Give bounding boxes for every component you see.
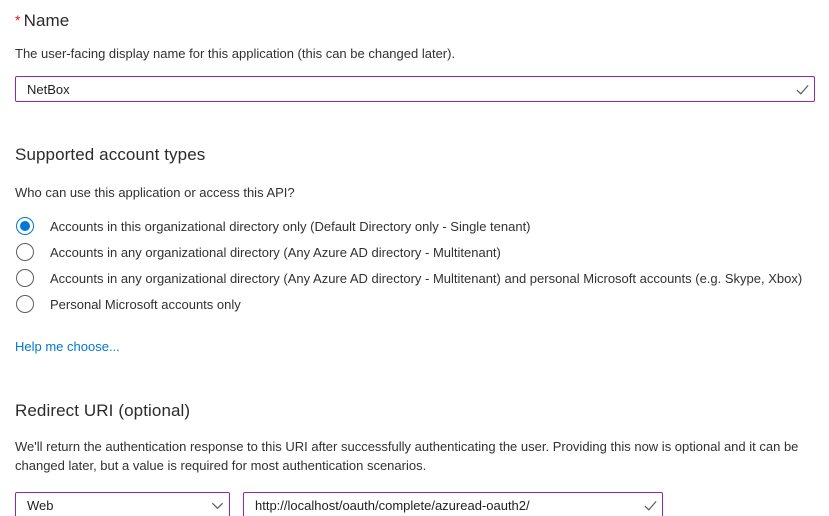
- name-input-value: NetBox: [27, 81, 70, 97]
- redirect-uri-input[interactable]: [243, 492, 663, 516]
- radio-button-icon[interactable]: [16, 295, 34, 313]
- name-title-text: Name: [23, 11, 70, 30]
- radio-option-single-tenant[interactable]: [15, 213, 815, 239]
- chevron-down-icon: [205, 493, 229, 516]
- radio-option-personal-only[interactable]: [15, 291, 815, 317]
- redirect-uri-title: Redirect URI (optional): [15, 401, 191, 420]
- valid-checkmark-icon: [638, 493, 662, 516]
- redirect-uri-section: [15, 401, 815, 516]
- radio-button-icon[interactable]: [16, 269, 34, 287]
- redirect-uri-description: We'll return the authentication response to this URI after successfully authenticating the user. Providing this now is optional and it can be changed later, but a value is required for most authentication scenarios.: [15, 439, 799, 473]
- name-description: The user-facing display name for this application (this can be changed later).: [15, 46, 456, 61]
- help-me-choose-link[interactable]: Help me choose...: [15, 339, 120, 354]
- redirect-uri-input-value: http://localhost/oauth/complete/azuread-oauth2/: [255, 497, 530, 513]
- platform-select-value: Web: [27, 497, 54, 513]
- radio-option-multitenant-personal[interactable]: [15, 265, 815, 291]
- redirect-uri-row: [15, 492, 815, 516]
- name-input[interactable]: [15, 76, 815, 102]
- account-types-question: Who can use this application or access this API?: [15, 185, 295, 200]
- radio-option-label: Accounts in any organizational directory (Any Azure AD directory - Multitenant): [50, 244, 501, 260]
- platform-select[interactable]: [15, 492, 230, 516]
- required-asterisk: *: [15, 12, 21, 28]
- supported-account-types-section: [15, 145, 815, 356]
- radio-option-label: Personal Microsoft accounts only: [50, 296, 241, 312]
- valid-checkmark-icon: [790, 77, 814, 101]
- radio-option-label: Accounts in this organizational directory only (Default Directory only - Single tenant): [50, 218, 531, 234]
- name-section-title: [15, 11, 815, 31]
- name-section: [15, 11, 815, 102]
- radio-button-icon[interactable]: [16, 217, 34, 235]
- radio-option-multitenant[interactable]: [15, 239, 815, 265]
- radio-option-label: Accounts in any organizational directory (Any Azure AD directory - Multitenant) and personal Microsoft accounts (e.g. Skype, Xbox): [50, 270, 803, 286]
- radio-button-icon[interactable]: [16, 243, 34, 261]
- account-type-radio-group: [15, 213, 815, 317]
- account-types-title: Supported account types: [15, 145, 206, 164]
